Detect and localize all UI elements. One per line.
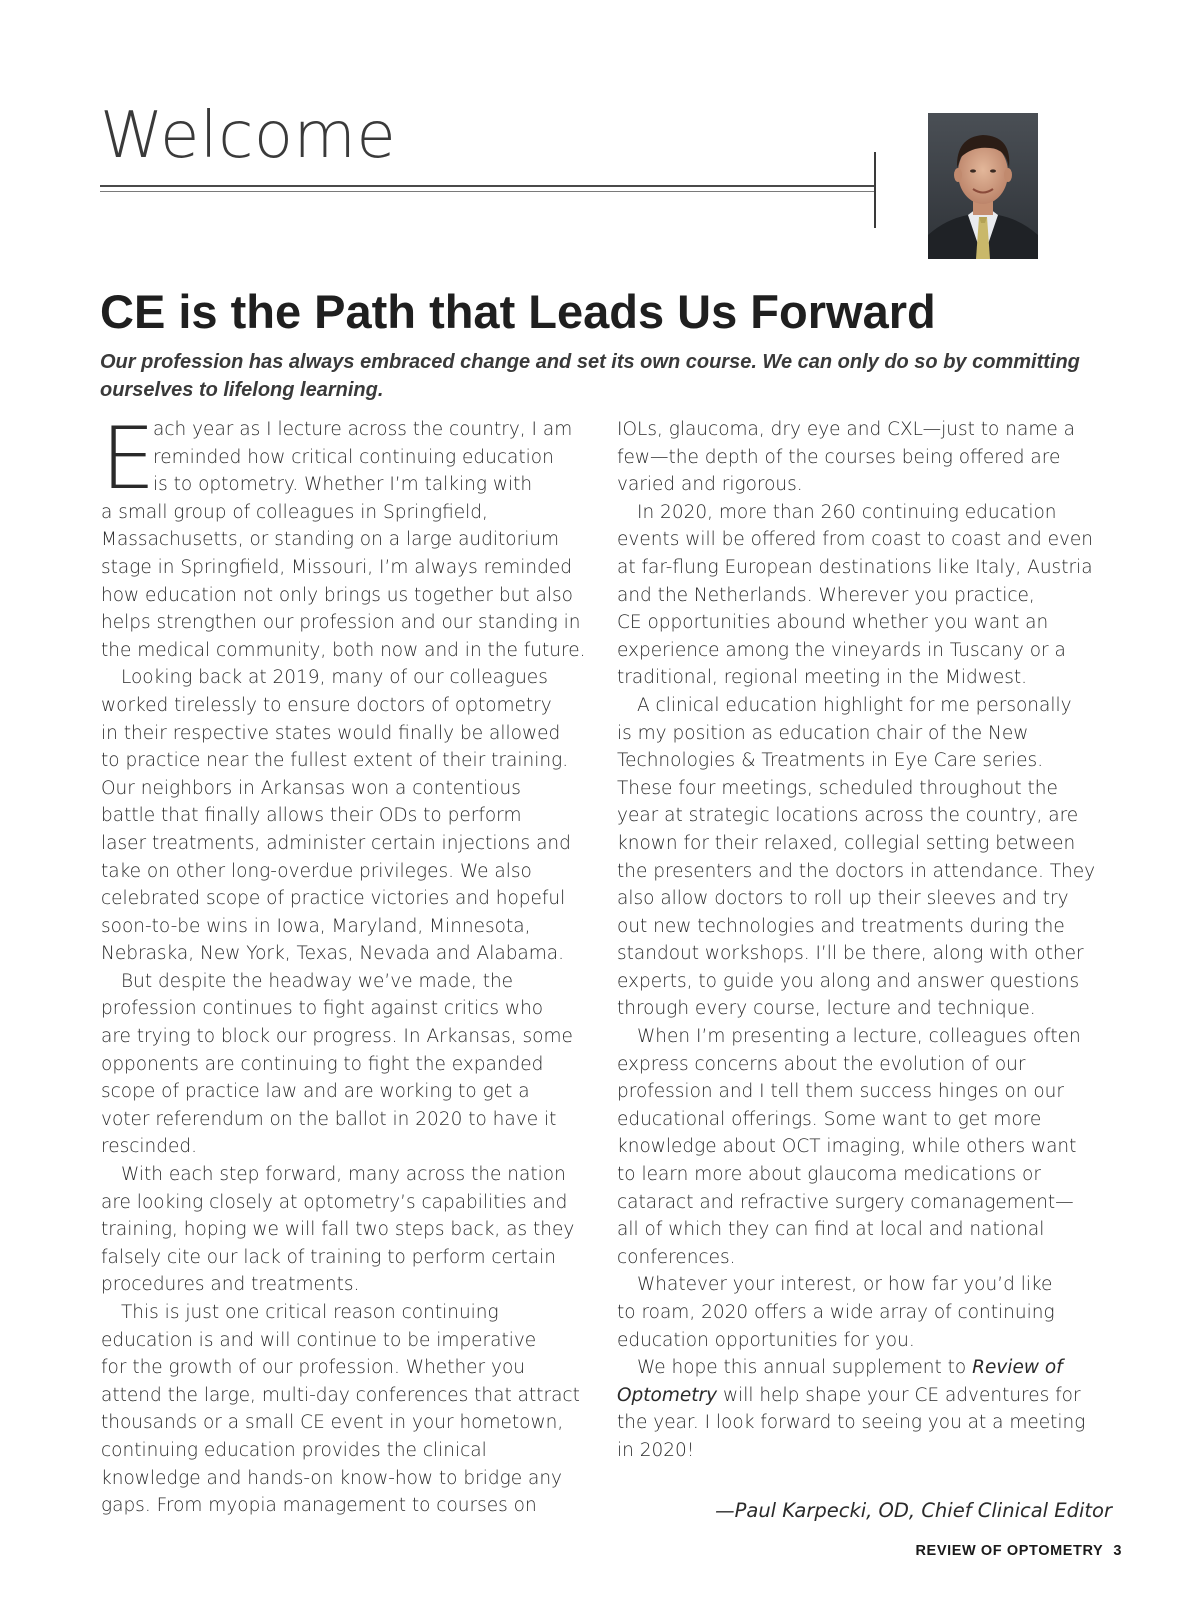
drop-cap: E [101,409,156,509]
body-line: Massachusetts, or standing on a large auditorium [101,529,560,551]
body-line: profession continues to fight against critics who [101,998,544,1020]
body-line: experts, to guide you along and answer questions [617,970,1080,992]
author-signature: —Paul Karpecki, OD, Chief Clinical Editor [715,1499,1112,1522]
body-line: at far-flung European destinations like Italy, Austria [617,556,1093,578]
publication-name: REVIEW OF OPTOMETRY [915,1543,1104,1559]
body-line: varied and rigorous. [617,474,803,496]
body-line: events will be offered from coast to coast and even [617,529,1094,551]
article-headline: CE is the Path that Leads Us Forward [100,285,936,338]
article-deck: Our profession has always embraced change and set its own course. We can only do so by committing ourselves to lifelong learning. [100,351,1080,401]
body-line: Technologies & Treatments in Eye Care series. [617,750,1044,772]
article-column-left [101,409,593,1520]
page-footer [915,1543,1122,1559]
body-line: With each step forward, many across the nation [121,1164,566,1186]
body-line: few—the depth of the courses being offered are [617,446,1061,468]
body-line: falsely cite our lack of training to perform certain [101,1246,557,1268]
page-number: 3 [1113,1543,1122,1559]
body-line: battle that finally allows their ODs to perform [101,805,522,827]
body-line: rescinded. [101,1136,198,1158]
body-line: are looking closely at optometry’s capabilities and [101,1191,568,1213]
body-line: for the growth of our profession. Whether you [101,1357,526,1379]
body-line: is to optometry. Whether I’m talking with [153,474,533,496]
article-column-right [617,416,1112,1465]
body-line: attend the large, multi-day conferences that attract [101,1384,580,1406]
body-line: to learn more about glaucoma medications or [617,1164,1041,1186]
body-line: This is just one critical reason continuing [121,1302,499,1323]
body-line: continuing education provides the clinical [101,1439,487,1461]
body-line: procedures and treatments. [101,1274,360,1296]
body-line: worked tirelessly to ensure doctors of optometry [101,694,552,716]
body-line: traditional, regional meeting in the Midwest. [617,667,1027,689]
body-line: education is and will continue to be imperative [101,1329,537,1351]
body-line: through every course, lecture and technique. [617,998,1036,1020]
body-line: express concerns about the evolution of our [617,1053,1026,1075]
body-line: celebrated scope of practice victories and hopeful [101,888,566,910]
body-line: But despite the headway we’ve made, the [121,970,514,992]
body-line: IOLs, glaucoma, dry eye and CXL—just to name a [617,419,1075,440]
body-line: year at strategic locations across the country, are [617,805,1079,827]
body-line: the medical community, both now and in the future. [101,639,586,661]
body-line: knowledge and hands-on know-how to bridge any [101,1467,562,1489]
body-line: the year. I look forward to seeing you at a meeting [617,1412,1086,1434]
body-line: is my position as education chair of the New [617,722,1029,744]
body-line: gaps. From myopia management to courses on [101,1495,537,1517]
body-line: Whatever your interest, or how far you’d like [637,1274,1053,1296]
body-line: profession and I tell them success hinges on our [617,1081,1064,1103]
body-line: Optometry will help shape your CE adventures for [617,1384,1081,1406]
body-line: take on other long-overdue privileges. We also [101,860,532,882]
body-line: laser treatments, administer certain injections and [101,832,571,854]
body-line: how education not only brings us together but also [101,584,573,606]
body-line: the presenters and the doctors in attendance. They [617,860,1096,882]
body-line: Our neighbors in Arkansas won a contentious [101,777,521,799]
page-title: Welcome [100,99,397,173]
body-line: also allow doctors to roll up their sleeves and try [617,888,1069,910]
body-line: ach year as I lecture across the country, I am [153,419,573,440]
body-line: knowledge about OCT imaging, while others want [617,1136,1077,1158]
body-line: In 2020, more than 260 continuing education [637,501,1057,523]
body-line: in 2020! [617,1439,695,1461]
body-line: all of which they can find at local and national [617,1219,1045,1241]
body-line: standout workshops. I’ll be there, along with other [617,943,1084,965]
body-line: out new technologies and treatments during the [617,915,1065,937]
body-line: Nebraska, New York, Texas, Nevada and Alabama. [101,943,565,965]
body-line: conferences. [617,1246,736,1268]
body-line: soon-to-be wins in Iowa, Maryland, Minnesota, [101,915,531,937]
body-line: A clinical education highlight for me personally [637,694,1072,716]
body-line: experience among the vineyards in Tuscany or a [617,639,1066,661]
body-line: known for their relaxed, collegial setting between [617,832,1076,854]
body-line: These four meetings, scheduled throughout the [617,777,1058,799]
body-line: We hope this annual supplement to Review of [637,1357,1063,1379]
author-photo [928,113,1038,259]
body-line: a small group of colleagues in Springfield, [101,501,488,523]
body-line: to practice near the fullest extent of their training. [101,750,569,772]
body-line: scope of practice law and are working to get a [101,1081,530,1103]
body-line: training, hoping we will fall two steps back, as they [101,1219,575,1241]
body-line: When I’m presenting a lecture, colleagues often [637,1026,1081,1048]
title-rule-thick [100,185,876,187]
title-rule-thin [100,191,876,192]
body-line: reminded how critical continuing education [153,446,554,468]
body-line: cataract and refractive surgery comanagement— [617,1191,1074,1213]
title-rule-vertical [874,152,876,228]
body-line: educational offerings. Some want to get more [617,1108,1042,1130]
body-line: stage in Springfield, Missouri, I’m always reminded [101,556,572,578]
body-line: education opportunities for you. [617,1329,915,1351]
body-line: thousands or a small CE event in your hometown, [101,1412,564,1434]
body-line: opponents are continuing to fight the expanded [101,1053,544,1075]
body-line: CE opportunities abound whether you want an [617,612,1049,634]
body-line: in their respective states would finally be allowed [101,722,561,744]
body-line: and the Netherlands. Wherever you practice, [617,584,1035,606]
body-line: Looking back at 2019, many of our colleagues [121,667,548,689]
body-line: to roam, 2020 offers a wide array of continuing [617,1302,1055,1323]
body-line: helps strengthen our profession and our standing in [101,612,581,634]
body-line: voter referendum on the ballot in 2020 to have it [101,1108,557,1130]
body-line: are trying to block our progress. In Arkansas, some [101,1026,573,1048]
